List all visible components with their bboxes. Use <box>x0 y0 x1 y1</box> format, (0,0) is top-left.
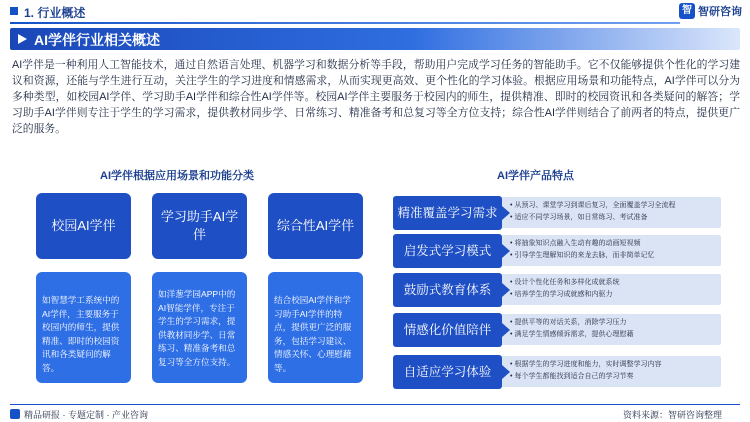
page-banner <box>10 28 740 50</box>
footer-tagline: 精品研报 · 专题定制 · 产业咨询 <box>24 410 148 420</box>
feature-row <box>393 355 723 389</box>
report-icon <box>10 409 20 419</box>
brand-logo[interactable] <box>679 3 742 19</box>
section-header <box>0 0 750 24</box>
brand-name: 智研咨询 <box>698 6 742 18</box>
type-study-assistant-desc: 如洋葱学园APP中的AI智能学伴，专注于学生的学习需求，提供教材同步学、日常练习、精准备考和总复习等全方位支持。 <box>152 272 247 383</box>
intro-paragraph: AI学伴是一种利用人工智能技术，通过自然语言处理、机器学习和数据分析等手段，帮助用户完成学习任务的智能助手。它不仅能够提供个性化的学习建议和资源，还能与学生进行互动，关注学生的学习进度和情感需求，从而实现更高效、更个性化的学习体验。根据应用场景和功能特点，AI学伴可以分为多种类型，如校园AI学伴、学习助手AI学伴和综合性AI学伴等。校园AI学伴主要服务于校园内的师生，提供精准、即时的校园资讯和各类疑问的解答；学习助手AI学伴则专注于学生的学习需求，提供教材同步学、日常练习、精准备考和总复习等全方位支持；综合性AI学伴则结合了前两者的特点，提供更广泛的服务。 <box>12 59 740 135</box>
feature-bullets <box>510 277 720 301</box>
feature-label: 启发式学习模式 <box>393 234 502 268</box>
type-comprehensive-desc: 结合校园AI学伴和学习助手AI学伴的特点，提供更广泛的服务，包括学习建议、情感关怀、心理慰藉等。 <box>268 272 363 383</box>
feature-bullet: • 根据学生的学习进度和能力，实时调整学习内容 <box>510 359 720 371</box>
brand-logo-icon: 智 <box>679 3 695 19</box>
feature-bullet: • 培养学生的学习成就感和内驱力 <box>510 289 720 301</box>
page-title: AI学伴行业相关概述 <box>34 32 160 48</box>
feature-label: 自适应学习体验 <box>393 355 502 389</box>
features-title: AI学伴产品特点 <box>497 170 574 182</box>
feature-bullet: • 将抽象知识点融入生动有趣的动画短视频 <box>510 238 720 250</box>
section-rule <box>10 22 680 24</box>
feature-bullets <box>510 200 720 224</box>
feature-bullet: • 设计个性化任务和多样化成就系统 <box>510 277 720 289</box>
feature-row <box>393 313 723 347</box>
feature-bullet: • 从预习、课堂学习到课后复习，全面覆盖学习全流程 <box>510 200 720 212</box>
type-campus-title: 校园AI学伴 <box>36 193 131 259</box>
feature-bullet: • 每个学生都能找到适合自己的学习节奏 <box>510 371 720 383</box>
feature-bullet: • 引导学生理解知识的来龙去脉，而非简单记忆 <box>510 250 720 262</box>
feature-row <box>393 273 723 307</box>
feature-label: 精准覆盖学习需求 <box>393 196 502 230</box>
feature-bullets <box>510 359 720 383</box>
footer-rule <box>10 404 740 405</box>
feature-label: 鼓励式教育体系 <box>393 273 502 307</box>
footer-source: 资料来源：智研咨询整理 <box>622 410 722 420</box>
feature-bullet: • 适应不同学习场景，如日常练习、考试准备 <box>510 212 720 224</box>
feature-row <box>393 234 723 268</box>
feature-label: 情感化价值陪伴 <box>393 313 502 347</box>
type-study-assistant-title: 学习助手AI学伴 <box>152 193 247 259</box>
feature-bullets <box>510 317 720 341</box>
feature-bullet: • 满足学生情感倾诉需求，提供心理慰藉 <box>510 329 720 341</box>
section-square-icon <box>10 7 18 15</box>
type-campus-desc: 如智慧学工系统中的AI学伴，主要服务于校园内的师生，提供精准、即时的校园资讯和各类疑问的解答。 <box>36 272 131 383</box>
feature-bullets <box>510 238 720 262</box>
type-comprehensive-title: 综合性AI学伴 <box>268 193 363 259</box>
classification-title: AI学伴根据应用场景和功能分类 <box>100 170 254 182</box>
feature-bullet: • 提供平等的对话关系，消除学习压力 <box>510 317 720 329</box>
feature-row <box>393 196 723 230</box>
section-title: 1. 行业概述 <box>24 6 86 20</box>
page-footer <box>0 404 750 422</box>
arrow-icon <box>18 34 27 44</box>
